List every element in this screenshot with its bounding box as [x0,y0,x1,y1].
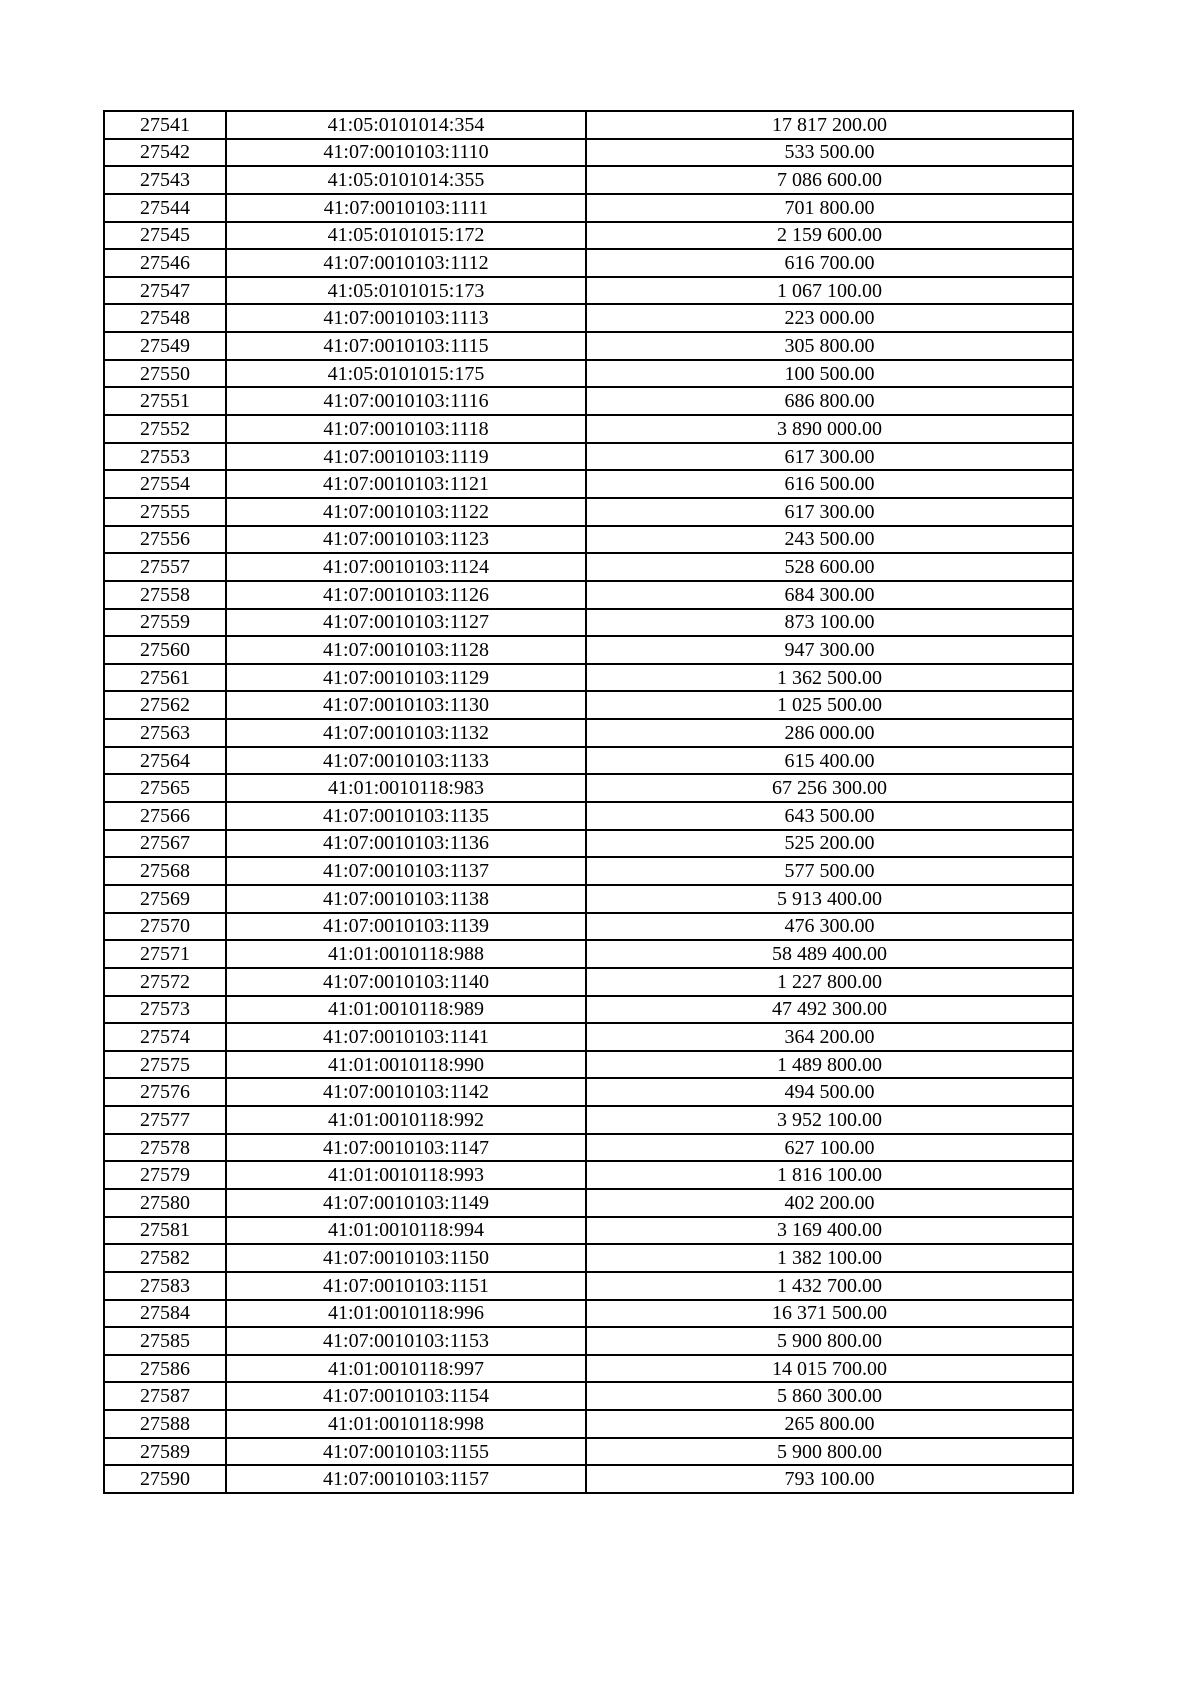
cadastral-number-cell: 41:07:0010103:1132 [226,719,586,747]
row-number-cell: 27588 [104,1410,226,1438]
row-number-cell: 27568 [104,857,226,885]
cadastral-value-cell: 7 086 600.00 [586,166,1073,194]
table-row [104,249,1073,277]
cadastral-number-cell: 41:07:0010103:1157 [226,1465,586,1493]
cadastral-value-cell: 947 300.00 [586,636,1073,664]
cadastral-number-cell: 41:01:0010118:992 [226,1106,586,1134]
table-row [104,1217,1073,1245]
table-row [104,1327,1073,1355]
row-number-cell: 27550 [104,360,226,388]
cadastral-number-cell: 41:05:0101014:354 [226,111,586,139]
table-row [104,719,1073,747]
cadastral-value-cell: 47 492 300.00 [586,996,1073,1024]
table-row [104,1272,1073,1300]
cadastral-value-cell: 1 816 100.00 [586,1161,1073,1189]
table-row [104,443,1073,471]
row-number-cell: 27575 [104,1051,226,1079]
cadastral-value-cell: 265 800.00 [586,1410,1073,1438]
cadastral-value-cell: 476 300.00 [586,913,1073,941]
cadastral-number-cell: 41:07:0010103:1126 [226,581,586,609]
table-row [104,498,1073,526]
cadastral-value-cell: 100 500.00 [586,360,1073,388]
cadastral-number-cell: 41:07:0010103:1153 [226,1327,586,1355]
cadastral-number-cell: 41:07:0010103:1147 [226,1134,586,1162]
row-number-cell: 27561 [104,664,226,692]
table-row [104,1300,1073,1328]
cadastral-value-cell: 223 000.00 [586,304,1073,332]
table-row [104,166,1073,194]
cadastral-value-cell: 627 100.00 [586,1134,1073,1162]
row-number-cell: 27572 [104,968,226,996]
table-row [104,581,1073,609]
table-row [104,526,1073,554]
table-row [104,996,1073,1024]
cadastral-value-cell: 305 800.00 [586,332,1073,360]
row-number-cell: 27559 [104,609,226,637]
table-row [104,1410,1073,1438]
cadastral-value-cell: 243 500.00 [586,526,1073,554]
cadastral-value-cell: 616 700.00 [586,249,1073,277]
row-number-cell: 27553 [104,443,226,471]
cadastral-number-cell: 41:01:0010118:996 [226,1300,586,1328]
cadastral-number-cell: 41:01:0010118:998 [226,1410,586,1438]
row-number-cell: 27574 [104,1023,226,1051]
table-row [104,1189,1073,1217]
cadastral-value-cell: 684 300.00 [586,581,1073,609]
cadastral-value-cell: 58 489 400.00 [586,940,1073,968]
cadastral-value-cell: 16 371 500.00 [586,1300,1073,1328]
row-number-cell: 27578 [104,1134,226,1162]
row-number-cell: 27584 [104,1300,226,1328]
row-number-cell: 27549 [104,332,226,360]
table-row [104,609,1073,637]
table-row [104,1078,1073,1106]
cadastral-number-cell: 41:07:0010103:1129 [226,664,586,692]
cadastral-value-cell: 1 067 100.00 [586,277,1073,305]
cadastral-value-cell: 617 300.00 [586,498,1073,526]
cadastral-value-cell: 686 800.00 [586,387,1073,415]
cadastral-value-cell: 5 900 800.00 [586,1438,1073,1466]
row-number-cell: 27577 [104,1106,226,1134]
cadastral-value-table [103,110,1074,1494]
table-row [104,222,1073,250]
cadastral-number-cell: 41:07:0010103:1137 [226,857,586,885]
table-row [104,1134,1073,1162]
row-number-cell: 27542 [104,139,226,167]
cadastral-value-cell: 793 100.00 [586,1465,1073,1493]
row-number-cell: 27562 [104,691,226,719]
row-number-cell: 27555 [104,498,226,526]
cadastral-number-cell: 41:07:0010103:1149 [226,1189,586,1217]
table-row [104,553,1073,581]
cadastral-number-cell: 41:07:0010103:1127 [226,609,586,637]
row-number-cell: 27590 [104,1465,226,1493]
row-number-cell: 27571 [104,940,226,968]
row-number-cell: 27547 [104,277,226,305]
cadastral-number-cell: 41:07:0010103:1141 [226,1023,586,1051]
cadastral-value-cell: 525 200.00 [586,830,1073,858]
cadastral-number-cell: 41:07:0010103:1119 [226,443,586,471]
row-number-cell: 27570 [104,913,226,941]
cadastral-number-cell: 41:07:0010103:1133 [226,747,586,775]
table-row [104,1438,1073,1466]
cadastral-number-cell: 41:07:0010103:1124 [226,553,586,581]
table-row [104,774,1073,802]
cadastral-number-cell: 41:07:0010103:1128 [226,636,586,664]
row-number-cell: 27569 [104,885,226,913]
table-row [104,332,1073,360]
cadastral-number-cell: 41:07:0010103:1154 [226,1382,586,1410]
cadastral-number-cell: 41:07:0010103:1142 [226,1078,586,1106]
row-number-cell: 27552 [104,415,226,443]
table-row [104,470,1073,498]
table-row [104,277,1073,305]
row-number-cell: 27576 [104,1078,226,1106]
row-number-cell: 27580 [104,1189,226,1217]
row-number-cell: 27554 [104,470,226,498]
cadastral-number-cell: 41:01:0010118:988 [226,940,586,968]
row-number-cell: 27544 [104,194,226,222]
cadastral-number-cell: 41:07:0010103:1155 [226,1438,586,1466]
cadastral-value-cell: 873 100.00 [586,609,1073,637]
cadastral-value-cell: 3 952 100.00 [586,1106,1073,1134]
cadastral-number-cell: 41:07:0010103:1140 [226,968,586,996]
cadastral-value-cell: 1 489 800.00 [586,1051,1073,1079]
row-number-cell: 27585 [104,1327,226,1355]
row-number-cell: 27583 [104,1272,226,1300]
row-number-cell: 27543 [104,166,226,194]
cadastral-number-cell: 41:07:0010103:1113 [226,304,586,332]
table-row [104,1023,1073,1051]
cadastral-number-cell: 41:01:0010118:997 [226,1355,586,1383]
cadastral-value-cell: 402 200.00 [586,1189,1073,1217]
table-row [104,387,1073,415]
row-number-cell: 27587 [104,1382,226,1410]
cadastral-number-cell: 41:07:0010103:1115 [226,332,586,360]
cadastral-number-cell: 41:07:0010103:1123 [226,526,586,554]
cadastral-number-cell: 41:07:0010103:1135 [226,802,586,830]
row-number-cell: 27582 [104,1244,226,1272]
row-number-cell: 27586 [104,1355,226,1383]
row-number-cell: 27563 [104,719,226,747]
table-row [104,885,1073,913]
row-number-cell: 27556 [104,526,226,554]
row-number-cell: 27564 [104,747,226,775]
cadastral-number-cell: 41:07:0010103:1122 [226,498,586,526]
cadastral-number-cell: 41:07:0010103:1112 [226,249,586,277]
cadastral-value-cell: 617 300.00 [586,443,1073,471]
cadastral-value-cell: 1 362 500.00 [586,664,1073,692]
row-number-cell: 27573 [104,996,226,1024]
cadastral-number-cell: 41:07:0010103:1111 [226,194,586,222]
cadastral-number-cell: 41:05:0101015:175 [226,360,586,388]
table-row [104,940,1073,968]
cadastral-value-cell: 364 200.00 [586,1023,1073,1051]
row-number-cell: 27589 [104,1438,226,1466]
table-row [104,360,1073,388]
cadastral-number-cell: 41:01:0010118:990 [226,1051,586,1079]
table-row [104,968,1073,996]
table-row [104,913,1073,941]
table-row [104,636,1073,664]
table-row [104,139,1073,167]
cadastral-value-cell: 701 800.00 [586,194,1073,222]
row-number-cell: 27541 [104,111,226,139]
row-number-cell: 27551 [104,387,226,415]
cadastral-value-cell: 1 432 700.00 [586,1272,1073,1300]
row-number-cell: 27546 [104,249,226,277]
row-number-cell: 27566 [104,802,226,830]
cadastral-number-cell: 41:01:0010118:994 [226,1217,586,1245]
row-number-cell: 27558 [104,581,226,609]
cadastral-value-cell: 1 025 500.00 [586,691,1073,719]
cadastral-value-cell: 1 382 100.00 [586,1244,1073,1272]
table-row [104,664,1073,692]
row-number-cell: 27560 [104,636,226,664]
cadastral-value-cell: 14 015 700.00 [586,1355,1073,1383]
cadastral-value-cell: 494 500.00 [586,1078,1073,1106]
cadastral-value-cell: 5 913 400.00 [586,885,1073,913]
cadastral-value-cell: 577 500.00 [586,857,1073,885]
cadastral-number-cell: 41:07:0010103:1116 [226,387,586,415]
cadastral-number-cell: 41:07:0010103:1118 [226,415,586,443]
table-row [104,1106,1073,1134]
row-number-cell: 27579 [104,1161,226,1189]
cadastral-number-cell: 41:07:0010103:1151 [226,1272,586,1300]
cadastral-number-cell: 41:07:0010103:1136 [226,830,586,858]
cadastral-number-cell: 41:05:0101015:173 [226,277,586,305]
cadastral-value-cell: 5 900 800.00 [586,1327,1073,1355]
cadastral-value-cell: 17 817 200.00 [586,111,1073,139]
cadastral-value-cell: 1 227 800.00 [586,968,1073,996]
table-row [104,1161,1073,1189]
cadastral-number-cell: 41:01:0010118:989 [226,996,586,1024]
cadastral-value-cell: 5 860 300.00 [586,1382,1073,1410]
row-number-cell: 27565 [104,774,226,802]
row-number-cell: 27557 [104,553,226,581]
cadastral-number-cell: 41:07:0010103:1138 [226,885,586,913]
cadastral-value-cell: 3 169 400.00 [586,1217,1073,1245]
cadastral-value-cell: 533 500.00 [586,139,1073,167]
cadastral-value-cell: 615 400.00 [586,747,1073,775]
row-number-cell: 27545 [104,222,226,250]
table-row [104,415,1073,443]
table-row [104,1244,1073,1272]
cadastral-number-cell: 41:05:0101014:355 [226,166,586,194]
cadastral-number-cell: 41:01:0010118:983 [226,774,586,802]
cadastral-value-cell: 286 000.00 [586,719,1073,747]
table-row [104,1465,1073,1493]
table-row [104,802,1073,830]
cadastral-number-cell: 41:07:0010103:1121 [226,470,586,498]
cadastral-value-cell: 3 890 000.00 [586,415,1073,443]
cadastral-number-cell: 41:07:0010103:1110 [226,139,586,167]
cadastral-number-cell: 41:07:0010103:1139 [226,913,586,941]
cadastral-value-cell: 2 159 600.00 [586,222,1073,250]
table-row [104,857,1073,885]
cadastral-value-cell: 643 500.00 [586,802,1073,830]
cadastral-number-cell: 41:07:0010103:1150 [226,1244,586,1272]
cadastral-number-cell: 41:05:0101015:172 [226,222,586,250]
cadastral-value-cell: 67 256 300.00 [586,774,1073,802]
table-row [104,747,1073,775]
table-row [104,691,1073,719]
table-body [104,111,1073,1493]
table-row [104,1355,1073,1383]
table-row [104,111,1073,139]
row-number-cell: 27548 [104,304,226,332]
cadastral-value-cell: 528 600.00 [586,553,1073,581]
table-row [104,194,1073,222]
row-number-cell: 27581 [104,1217,226,1245]
cadastral-number-cell: 41:07:0010103:1130 [226,691,586,719]
cadastral-value-cell: 616 500.00 [586,470,1073,498]
table-row [104,1051,1073,1079]
table-row [104,1382,1073,1410]
table-row [104,304,1073,332]
row-number-cell: 27567 [104,830,226,858]
table-row [104,830,1073,858]
cadastral-number-cell: 41:01:0010118:993 [226,1161,586,1189]
